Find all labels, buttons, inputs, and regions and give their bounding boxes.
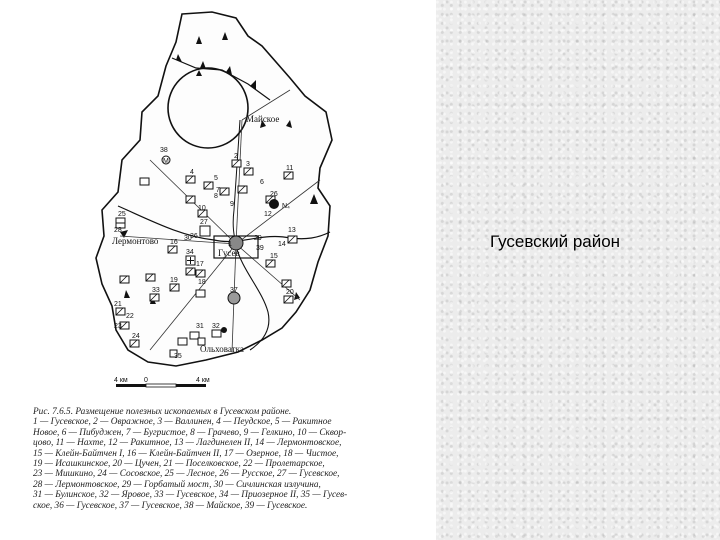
site-23: 23	[114, 323, 122, 330]
scale-label-zero: 0	[144, 377, 148, 384]
site-4: 4	[190, 169, 194, 176]
caption-line: цово, 11 — Нахте, 12 — Ракитное, 13 — Лагдинелен II, 14 — Лермонтовское,	[33, 438, 342, 449]
scale-bar	[114, 377, 210, 387]
slide-title: Гусевский район	[490, 232, 621, 251]
site-8: 8	[214, 193, 218, 200]
site-27: 27	[200, 219, 208, 226]
scale-label-right: 4 км	[196, 377, 210, 384]
site-24: 24	[132, 333, 140, 340]
site-3: 3	[246, 161, 250, 168]
site-7: 7	[216, 187, 220, 194]
label-olkhovatka: Ольховатка	[200, 344, 244, 354]
caption-line: 28 — Лермонтовское, 29 — Горбатый мост, 30 — Сичлинская излучина,	[33, 479, 321, 490]
label-lermontovo: Лермонтово	[112, 236, 159, 246]
site-14: 14	[278, 241, 286, 248]
label-maiskoe: Майское	[246, 114, 280, 124]
district-map	[0, 0, 436, 405]
site-1: 1	[228, 241, 232, 248]
site-35: 35	[174, 353, 182, 360]
svg-text:M: M	[163, 158, 169, 165]
site-12: 12	[264, 211, 272, 218]
caption-line: 1 — Гусевское, 2 — Овражное, 3 — Валлинен, 4 — Пеудское, 5 — Ракитное	[33, 417, 332, 428]
site-21: 21	[114, 301, 122, 308]
label-n4: N₄	[282, 203, 290, 210]
site-18: 18	[198, 279, 206, 286]
site-29: 29	[254, 235, 262, 242]
site-30: 30	[184, 235, 192, 242]
site-19: 19	[170, 277, 178, 284]
figure-caption	[33, 407, 431, 511]
site-38: 38	[160, 147, 168, 154]
caption-line: 31 — Булинское, 32 — Яровое, 33 — Гусевское, 34 — Приозерное II, 35 — Гусев-	[33, 490, 348, 501]
site-22: 22	[126, 313, 134, 320]
caption-line: ское, 36 — Гусевское, 37 — Гусевское, 38 — Майское, 39 — Гусевское.	[33, 500, 308, 511]
site-34: 34	[186, 249, 194, 256]
scale-label-left: 4 км	[114, 377, 128, 384]
site-26: 26	[270, 191, 278, 198]
caption-line: Новое, 6 — Пибуджен, 7 — Бугристое, 8 — Грачево, 9 — Гелкино, 10 — Сквор-	[33, 427, 347, 438]
site-39: 39	[256, 245, 264, 252]
site-32: 32	[212, 323, 220, 330]
site-33: 33	[152, 287, 160, 294]
site-37: 37	[230, 287, 238, 294]
site-16: 16	[170, 239, 178, 246]
site-15: 15	[270, 253, 278, 260]
site-28: 28	[114, 227, 122, 234]
site-9: 9	[230, 201, 234, 208]
caption-line: 23 — Мишкино, 24 — Сосовское, 25 — Лесное, 26 — Русское, 27 — Гусевское,	[33, 469, 340, 480]
site-2: 2	[234, 153, 238, 160]
site-36: 36	[190, 233, 198, 240]
caption-line: 15 — Клейн-Байтчен I, 16 — Клейн-Байтчен II, 17 — Озерное, 18 — Чистое,	[33, 448, 339, 459]
site-20: 20	[286, 289, 294, 296]
site-11: 11	[286, 165, 294, 172]
site-6: 6	[260, 179, 264, 186]
site-10: 10	[198, 205, 206, 212]
caption-line: 19 — Исашкинское, 20 — Цучен, 21 — Поселковское, 22 — Пролетарское,	[33, 459, 325, 470]
caption-title: Рис. 7.6.5. Размещение полезных ископаемых в Гусевском районе.	[33, 407, 292, 417]
right-panel	[436, 0, 720, 540]
site-31: 31	[196, 323, 204, 330]
site-13: 13	[288, 227, 296, 234]
site-25: 25	[118, 211, 126, 218]
site-17: 17	[196, 261, 204, 268]
label-gusev: Гусев	[218, 248, 240, 258]
site-5: 5	[214, 175, 218, 182]
